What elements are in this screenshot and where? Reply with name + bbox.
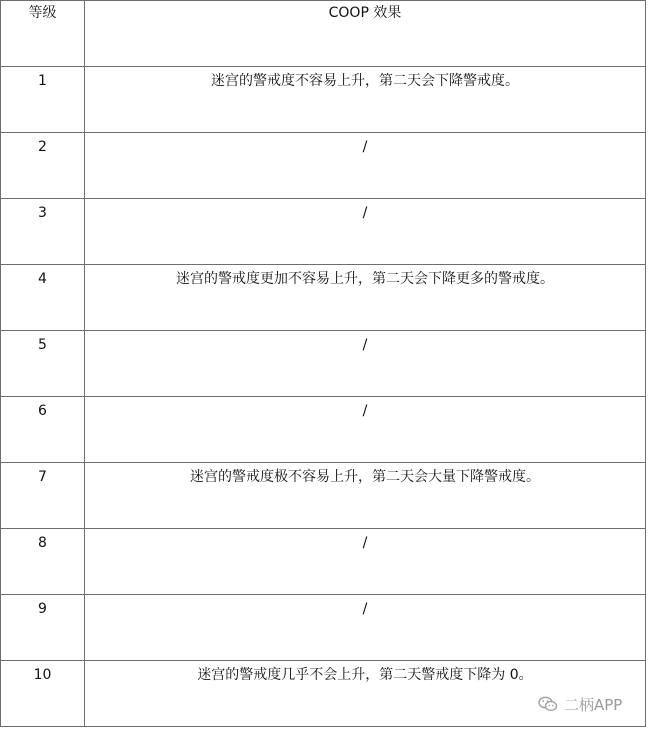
effect-cell	[85, 265, 646, 331]
effect-text: /	[362, 337, 368, 353]
table-header-row	[1, 1, 646, 67]
level-value: 10	[33, 667, 52, 683]
effect-cell	[85, 595, 646, 661]
level-value: 3	[38, 205, 47, 221]
table-row	[1, 199, 646, 265]
table-row	[1, 529, 646, 595]
level-cell	[1, 331, 85, 397]
level-value: 1	[38, 73, 47, 89]
table-row	[1, 397, 646, 463]
watermark	[538, 693, 622, 715]
header-level: 等级	[28, 5, 57, 21]
level-cell	[1, 133, 85, 199]
level-value: 2	[38, 139, 47, 155]
effect-text: 迷宫的警戒度不容易上升，第二天会下降警戒度。	[211, 73, 519, 89]
table-row	[1, 265, 646, 331]
header-level-cell	[1, 1, 85, 67]
effect-text: /	[362, 403, 368, 419]
level-cell	[1, 463, 85, 529]
level-cell	[1, 661, 85, 727]
table-row	[1, 331, 646, 397]
table-row	[1, 67, 646, 133]
header-effect: COOP 效果	[328, 5, 402, 21]
level-cell	[1, 265, 85, 331]
table-row	[1, 595, 646, 661]
level-value: 9	[38, 601, 47, 617]
effect-text: 迷宫的警戒度几乎不会上升，第二天警戒度下降为 0。	[197, 667, 533, 683]
table-row	[1, 463, 646, 529]
level-value: 4	[38, 271, 47, 287]
level-value: 7	[38, 469, 47, 485]
header-effect-cell	[85, 1, 646, 67]
effect-cell	[85, 67, 646, 133]
level-value: 6	[38, 403, 47, 419]
effect-cell	[85, 529, 646, 595]
effect-text: 迷宫的警戒度极不容易上升，第二天会大量下降警戒度。	[190, 469, 540, 485]
effect-cell	[85, 199, 646, 265]
level-cell	[1, 529, 85, 595]
effect-cell	[85, 133, 646, 199]
effect-cell	[85, 331, 646, 397]
level-cell	[1, 595, 85, 661]
effect-text: /	[362, 535, 368, 551]
level-value: 8	[38, 535, 47, 551]
table-row	[1, 133, 646, 199]
level-cell	[1, 397, 85, 463]
level-cell	[1, 67, 85, 133]
effect-text: /	[362, 601, 368, 617]
effect-text: 迷宫的警戒度更加不容易上升，第二天会下降更多的警戒度。	[176, 271, 554, 287]
watermark-text: 二柄APP	[564, 695, 623, 714]
wechat-icon	[538, 696, 558, 712]
effect-text: /	[362, 139, 368, 155]
effect-cell	[85, 463, 646, 529]
effect-cell	[85, 397, 646, 463]
level-value: 5	[38, 337, 47, 353]
level-cell	[1, 199, 85, 265]
effect-text: /	[362, 205, 368, 221]
